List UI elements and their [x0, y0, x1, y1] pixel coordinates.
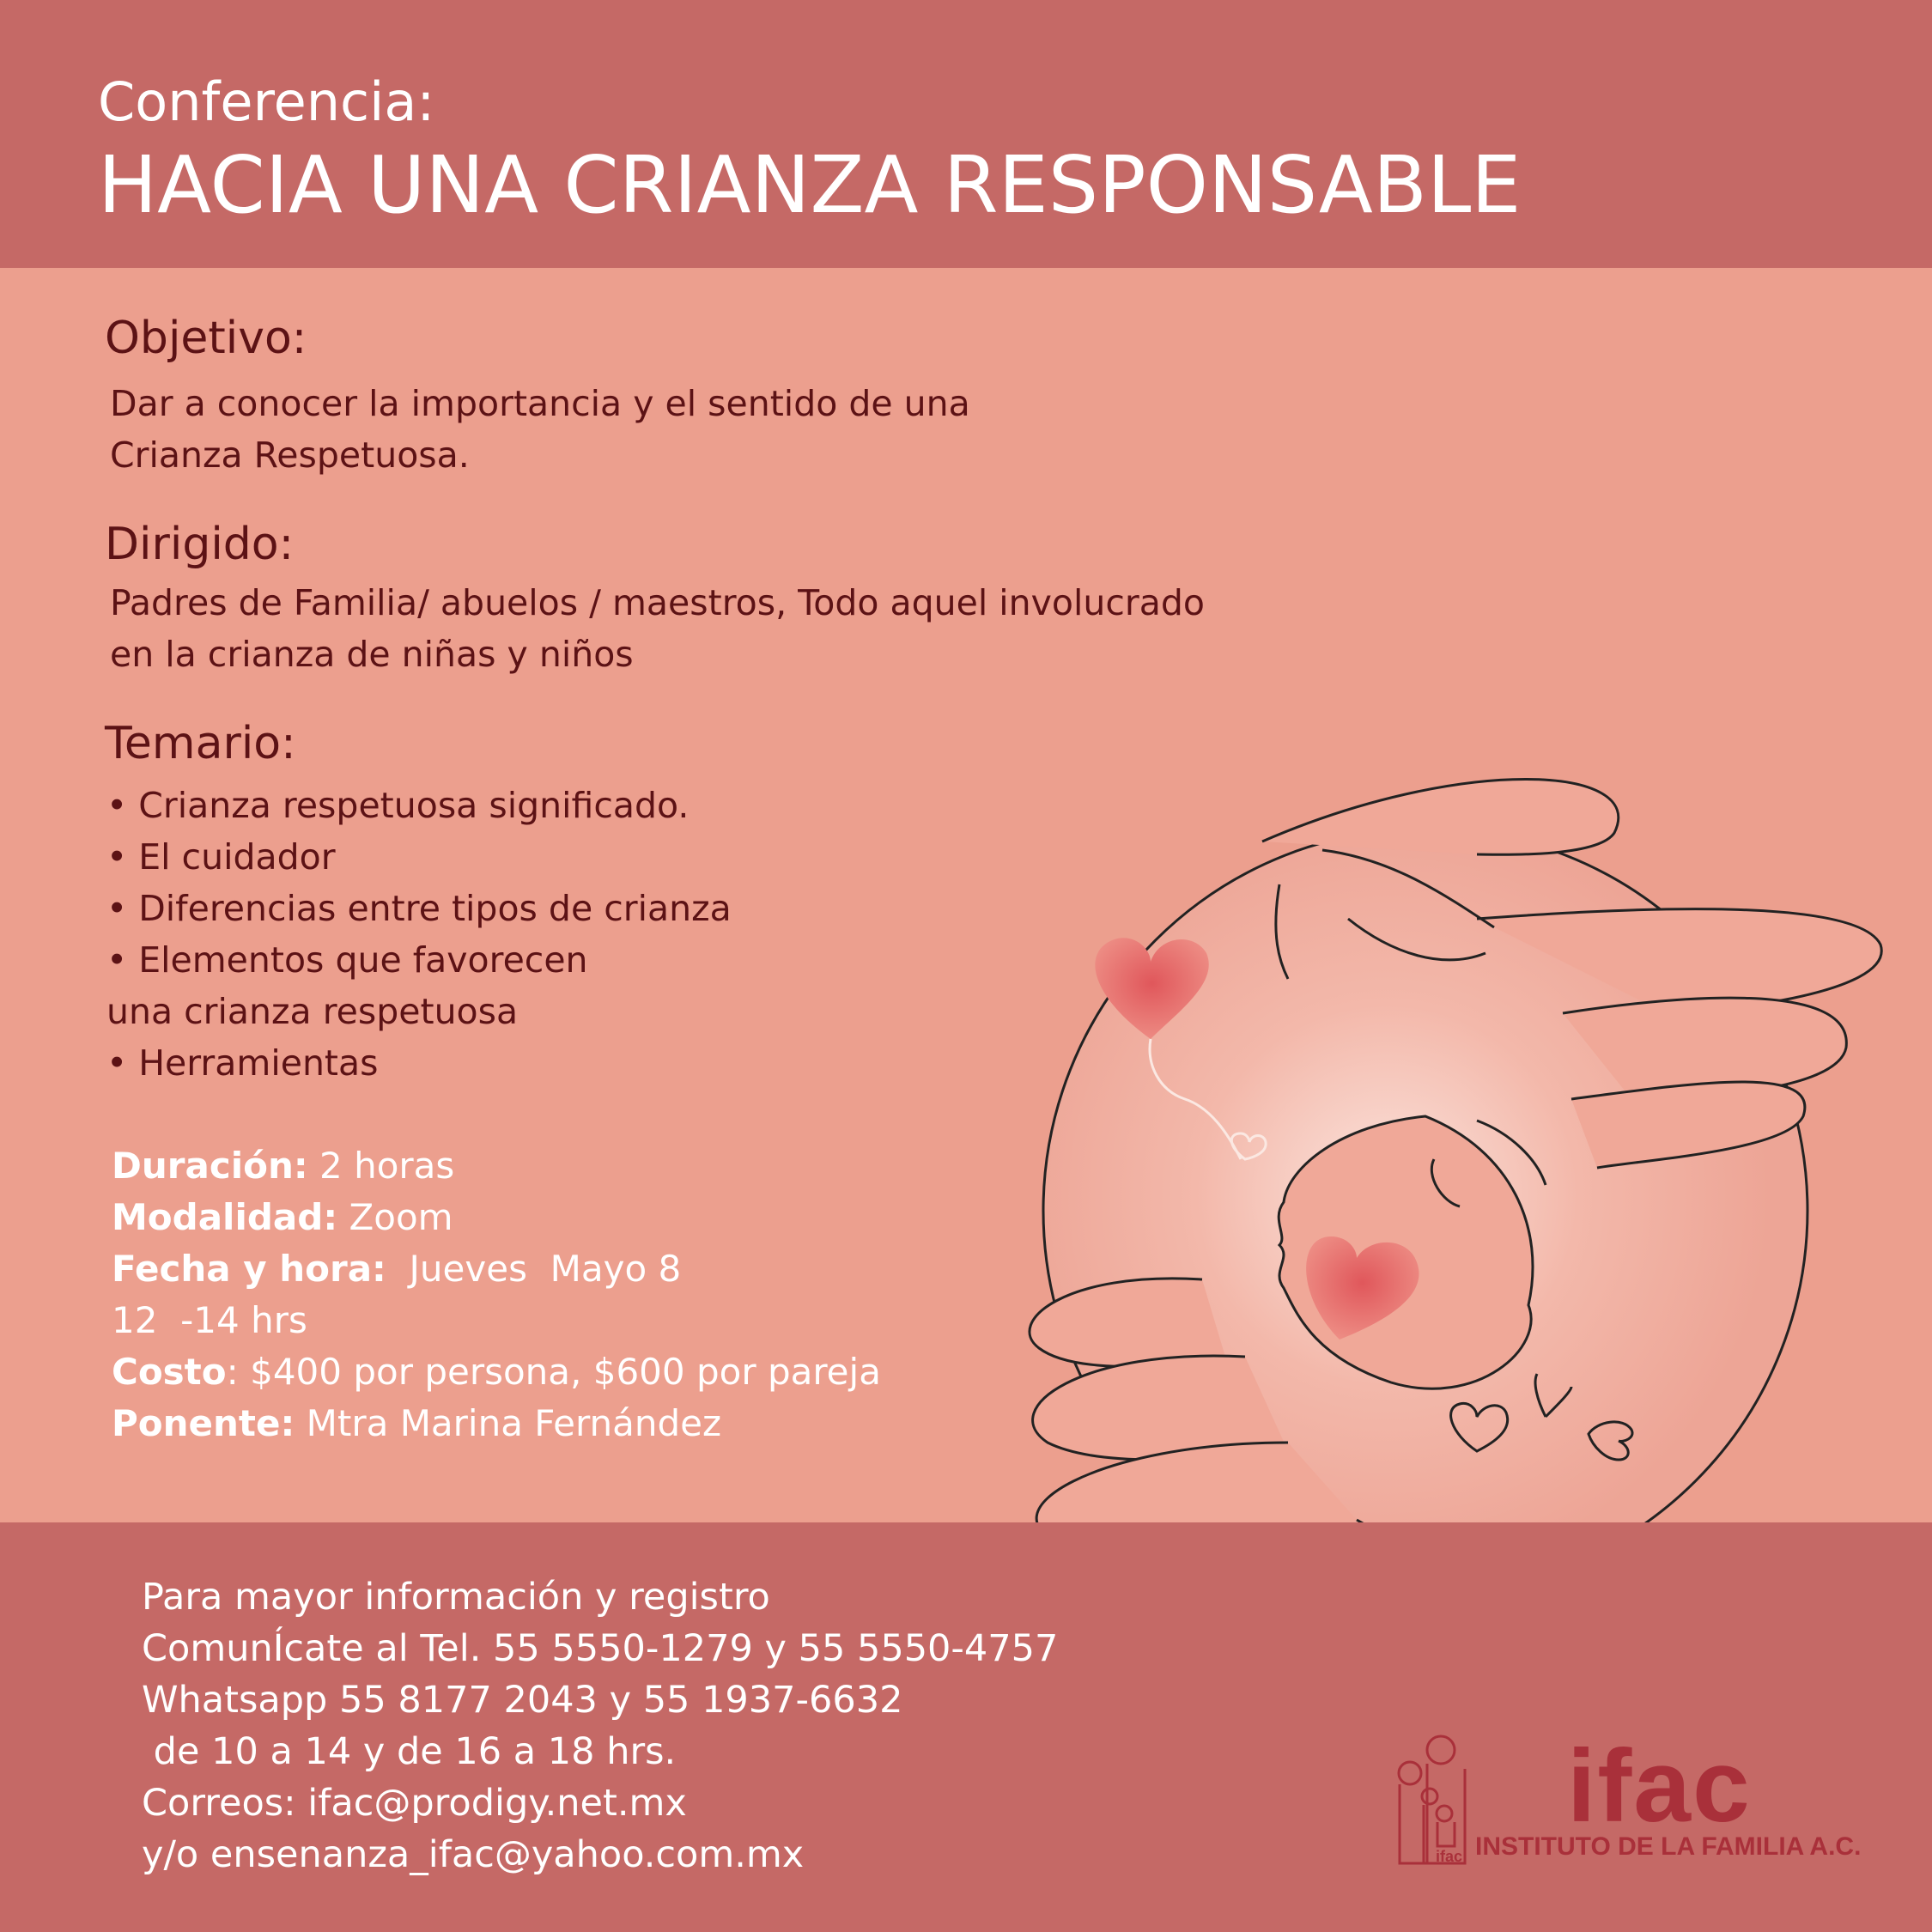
logo-subtitle: INSTITUTO DE LA FAMILIA A.C. [1475, 1832, 1862, 1861]
temario-item: • Diferencias entre tipos de crianza [106, 888, 732, 929]
dirigido-line: Padres de Familia/ abuelos / maestros, Todo aquel involucrado [110, 582, 1206, 623]
hora-value: 12 -14 hrs [112, 1299, 307, 1341]
fecha-value: Jueves Mayo 8 [386, 1248, 682, 1290]
temario-heading: Temario: [105, 718, 296, 769]
costo-row [112, 1346, 881, 1398]
temario-item: • El cuidador [106, 836, 336, 878]
temario-item: una crianza respetuosa [106, 991, 519, 1032]
contact-line: de 10 a 14 y de 16 a 18 hrs. [142, 1730, 677, 1773]
modalidad-row [112, 1192, 881, 1243]
event-details [112, 1140, 881, 1449]
family-embrace-illustration-icon [945, 756, 1915, 1640]
dirigido-heading: Dirigido: [105, 519, 295, 570]
modalidad-value: Zoom [337, 1196, 453, 1238]
costo-label: Costo [112, 1351, 227, 1393]
ponente-row [112, 1398, 881, 1449]
contact-info [142, 1571, 1058, 1880]
duracion-row [112, 1140, 881, 1192]
temario-item: • Herramientas [106, 1042, 379, 1084]
objetivo-text [110, 378, 970, 481]
duracion-label: Duración: [112, 1145, 308, 1187]
temario-item: • Elementos que favorecen [106, 939, 588, 981]
temario-item: • Crianza respetuosa significado. [106, 785, 690, 826]
temario-list [106, 780, 732, 1089]
fecha-label: Fecha y hora: [112, 1248, 386, 1290]
contact-line: Correos: ifac@prodigy.net.mx [142, 1782, 687, 1825]
dirigido-text [110, 577, 1205, 680]
upper-finger [1262, 780, 1619, 855]
contact-line: y/o ensenanza_ifac@yahoo.com.mx [142, 1833, 805, 1876]
modalidad-label: Modalidad: [112, 1196, 338, 1238]
objetivo-heading: Objetivo: [105, 313, 307, 364]
contact-line: Whatsapp 55 8177 2043 y 55 1937-6632 [142, 1679, 903, 1722]
page-title: HACIA UNA CRIANZA RESPONSABLE [98, 139, 1522, 231]
ponente-value: Mtra Marina Fernández [295, 1402, 722, 1444]
event-type: Conferencia: [98, 70, 435, 133]
logo-emblem-text: ifac [1436, 1848, 1463, 1865]
objetivo-line: Dar a conocer la importancia y el sentido de una [110, 383, 970, 424]
objetivo-line: Crianza Respetuosa. [110, 434, 470, 476]
logo-name: ifac [1567, 1728, 1752, 1844]
contact-line: ComunÍcate al Tel. 55 5550-1279 y 55 5550-4757 [142, 1627, 1059, 1670]
header-banner [0, 0, 1932, 268]
ifac-logo [1391, 1728, 1872, 1872]
duracion-value: 2 horas [307, 1145, 455, 1187]
contact-line: Para mayor información y registro [142, 1576, 770, 1619]
family-logo-icon [1391, 1735, 1477, 1872]
fecha-row [112, 1243, 881, 1295]
dirigido-line: en la crianza de niñas y niños [110, 634, 634, 675]
ponente-label: Ponente: [112, 1402, 295, 1444]
costo-value: : $400 por persona, $600 por pareja [226, 1351, 881, 1393]
